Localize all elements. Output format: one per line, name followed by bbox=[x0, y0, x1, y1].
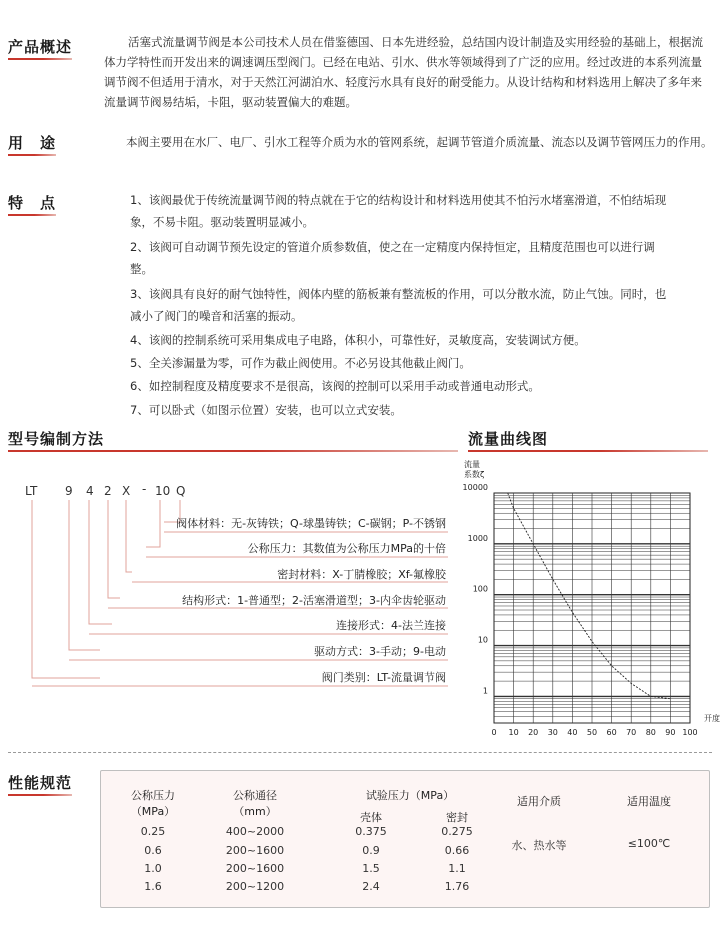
cell-seal: 1.76 bbox=[444, 880, 470, 893]
cell-shell: 0.375 bbox=[355, 825, 387, 838]
code-char-dash: - bbox=[142, 482, 147, 496]
feature-line: 象，不易卡阻。驱动装置明显减小。 bbox=[130, 215, 314, 229]
chart-x-tick-label: 20 bbox=[528, 728, 539, 737]
connector-pressure bbox=[146, 500, 160, 547]
code-char-material: Q bbox=[176, 484, 186, 498]
chart-series-line bbox=[508, 493, 671, 699]
th-medium: 适用介质 bbox=[517, 795, 561, 808]
th-dn-unit: （mm） bbox=[233, 805, 277, 818]
flow-chart-heading: 流量曲线图 bbox=[468, 430, 549, 448]
th-dn: 公称通径 bbox=[233, 789, 277, 802]
usage-text: 本阀主要用在水厂、电厂、引水工程等介质为水的管网系统，起调节管道介质流量、流态以及调节管网压力的作用。 bbox=[126, 135, 713, 149]
section-divider bbox=[8, 752, 712, 753]
chart-y-tick-label: 1 bbox=[482, 686, 488, 696]
cell-shell: 1.5 bbox=[362, 862, 380, 875]
overview-line: 体力学特性而开发出来的调速调压型阀门。已经在电站、引水、供水等领域得到了广泛的应用。经过改进的本系列流量 bbox=[104, 55, 702, 69]
chart-y-axis-label-2: 系数ζ bbox=[464, 470, 485, 479]
cell-dn: 200~1200 bbox=[225, 880, 285, 893]
th-shell: 壳体 bbox=[360, 811, 382, 824]
feature-line: 3、该阀具有良好的耐气蚀特性，阀体内壁的筋板兼有整流板的作用，可以分散水流，防止气蚀。同时，也 bbox=[130, 287, 667, 301]
feature-line: 6、如控制程度及精度要求不是很高，该阀的控制可以采用手动或普通电动形式。 bbox=[130, 379, 540, 393]
code-label-seal: 密封材料：X-丁腈橡胶；Xf-氟橡胶 bbox=[277, 568, 446, 581]
cell-shell: 0.9 bbox=[362, 844, 380, 857]
cell-pn: 1.6 bbox=[144, 880, 162, 893]
chart-x-tick-label: 10 bbox=[508, 728, 519, 737]
performance-heading-rule bbox=[8, 794, 72, 796]
cell-seal: 1.1 bbox=[448, 862, 466, 875]
connector-seal bbox=[126, 500, 132, 572]
th-temp: 适用温度 bbox=[627, 795, 671, 808]
chart-x-tick-label: 50 bbox=[586, 728, 598, 737]
code-label-pressure: 公称压力：其数值为公称压力MPa的十倍 bbox=[247, 542, 446, 555]
cell-shell: 2.4 bbox=[362, 880, 380, 893]
connector-structure bbox=[108, 500, 120, 598]
code-label-material: 阀体材料：无-灰铸铁；Q-球墨铸铁；C-碳钢；P-不锈钢 bbox=[176, 517, 446, 530]
chart-y-axis-label: 流量 bbox=[464, 460, 480, 469]
chart-x-tick-label: 60 bbox=[606, 728, 617, 737]
feature-line: 减小了阀门的噪音和活塞的振动。 bbox=[130, 309, 303, 323]
cell-seal: 0.66 bbox=[444, 844, 470, 857]
model-code-heading: 型号编制方法 bbox=[8, 430, 105, 448]
code-char-drive: 9 bbox=[65, 484, 73, 498]
chart-x-tick-label: 30 bbox=[547, 728, 558, 737]
chart-x-tick-label: 100 bbox=[682, 728, 698, 737]
cell-pn: 0.25 bbox=[140, 825, 166, 838]
overview-line: 调节阀不但适用于清水，对于天然江河湖泊水、轻度污水具有良好的耐受能力。从设计结构和材料选用上解决了多年来 bbox=[104, 75, 702, 89]
connector-type bbox=[32, 500, 100, 678]
feature-line: 2、该阀可自动调节预先设定的管道介质参数值，使之在一定精度内保持恒定，且精度范围也可以进行调 bbox=[130, 240, 655, 254]
overview-line: 活塞式流量调节阀是本公司技术人员在借鉴德国、日本先进经验，总结国内设计制造及实用经验的基础上，根据流 bbox=[128, 35, 703, 49]
features-heading: 特 点 bbox=[8, 194, 57, 212]
cell-seal: 0.275 bbox=[441, 825, 473, 838]
code-label-structure: 结构形式：1-普通型；2-活塞滑道型；3-内伞齿轮驱动 bbox=[182, 594, 446, 607]
flow-chart bbox=[450, 455, 720, 740]
chart-x-axis-label: 开度 bbox=[704, 714, 720, 723]
connector-connection bbox=[89, 500, 112, 624]
cell-dn: 200~1600 bbox=[225, 862, 285, 875]
chart-x-tick-label: 80 bbox=[645, 728, 656, 737]
chart-x-tick-label: 90 bbox=[665, 728, 676, 737]
flow-chart-heading-rule bbox=[468, 450, 708, 452]
chart-y-tick-label: 10 bbox=[477, 635, 488, 645]
feature-line: 5、全关渗漏量为零，可作为截止阀使用。不必另设其他截止阀门。 bbox=[130, 356, 471, 370]
usage-heading: 用 途 bbox=[8, 134, 57, 152]
chart-x-tick-label: 40 bbox=[567, 728, 578, 737]
chart-x-tick-label: 0 bbox=[491, 728, 497, 737]
chart-y-tick-label: 10000 bbox=[462, 483, 488, 492]
overview-line: 流量调节阀易结垢，卡阻，驱动装置偏大的难题。 bbox=[104, 95, 357, 109]
cell-pn: 1.0 bbox=[144, 862, 162, 875]
cell-medium: 水、热水等 bbox=[511, 839, 567, 852]
chart-x-tick-label: 70 bbox=[626, 728, 637, 737]
cell-dn: 400~2000 bbox=[225, 825, 285, 838]
th-seal: 密封 bbox=[446, 811, 468, 824]
th-pn-unit: （MPa） bbox=[130, 805, 176, 818]
code-char-pressure: 10 bbox=[155, 484, 171, 498]
code-char-lt: LT bbox=[25, 484, 38, 498]
overview-heading: 产品概述 bbox=[8, 38, 73, 56]
th-test-pressure: 试验压力（MPa） bbox=[365, 789, 455, 802]
feature-line: 整。 bbox=[130, 262, 153, 276]
code-label-connection: 连接形式：4-法兰连接 bbox=[336, 619, 446, 632]
th-pn: 公称压力 bbox=[131, 789, 175, 802]
feature-line: 1、该阀最优于传统流量调节阀的特点就在于它的结构设计和材料选用使其不怕污水堵塞滑道，不怕结垢现 bbox=[130, 193, 667, 207]
connector-drive bbox=[69, 500, 100, 650]
code-char-seal: X bbox=[122, 484, 131, 498]
code-char-structure: 2 bbox=[104, 484, 112, 498]
code-char-connection: 4 bbox=[86, 484, 94, 498]
performance-table bbox=[100, 770, 710, 908]
cell-pn: 0.6 bbox=[144, 844, 162, 857]
feature-line: 7、可以卧式（如图示位置）安装，也可以立式安装。 bbox=[130, 403, 402, 417]
cell-dn: 200~1600 bbox=[225, 844, 285, 857]
cell-temp: ≤100℃ bbox=[627, 837, 671, 850]
chart-y-tick-label: 1000 bbox=[467, 533, 488, 543]
code-label-drive: 驱动方式：3-手动；9-电动 bbox=[314, 645, 446, 658]
feature-line: 4、该阀的控制系统可采用集成电子电路，体积小，可靠性好，灵敏度高，安装调试方便。 bbox=[130, 333, 586, 347]
performance-heading: 性能规范 bbox=[8, 774, 73, 792]
chart-y-tick-label: 100 bbox=[472, 584, 488, 594]
code-label-type: 阀门类别：LT-流量调节阀 bbox=[321, 671, 446, 684]
